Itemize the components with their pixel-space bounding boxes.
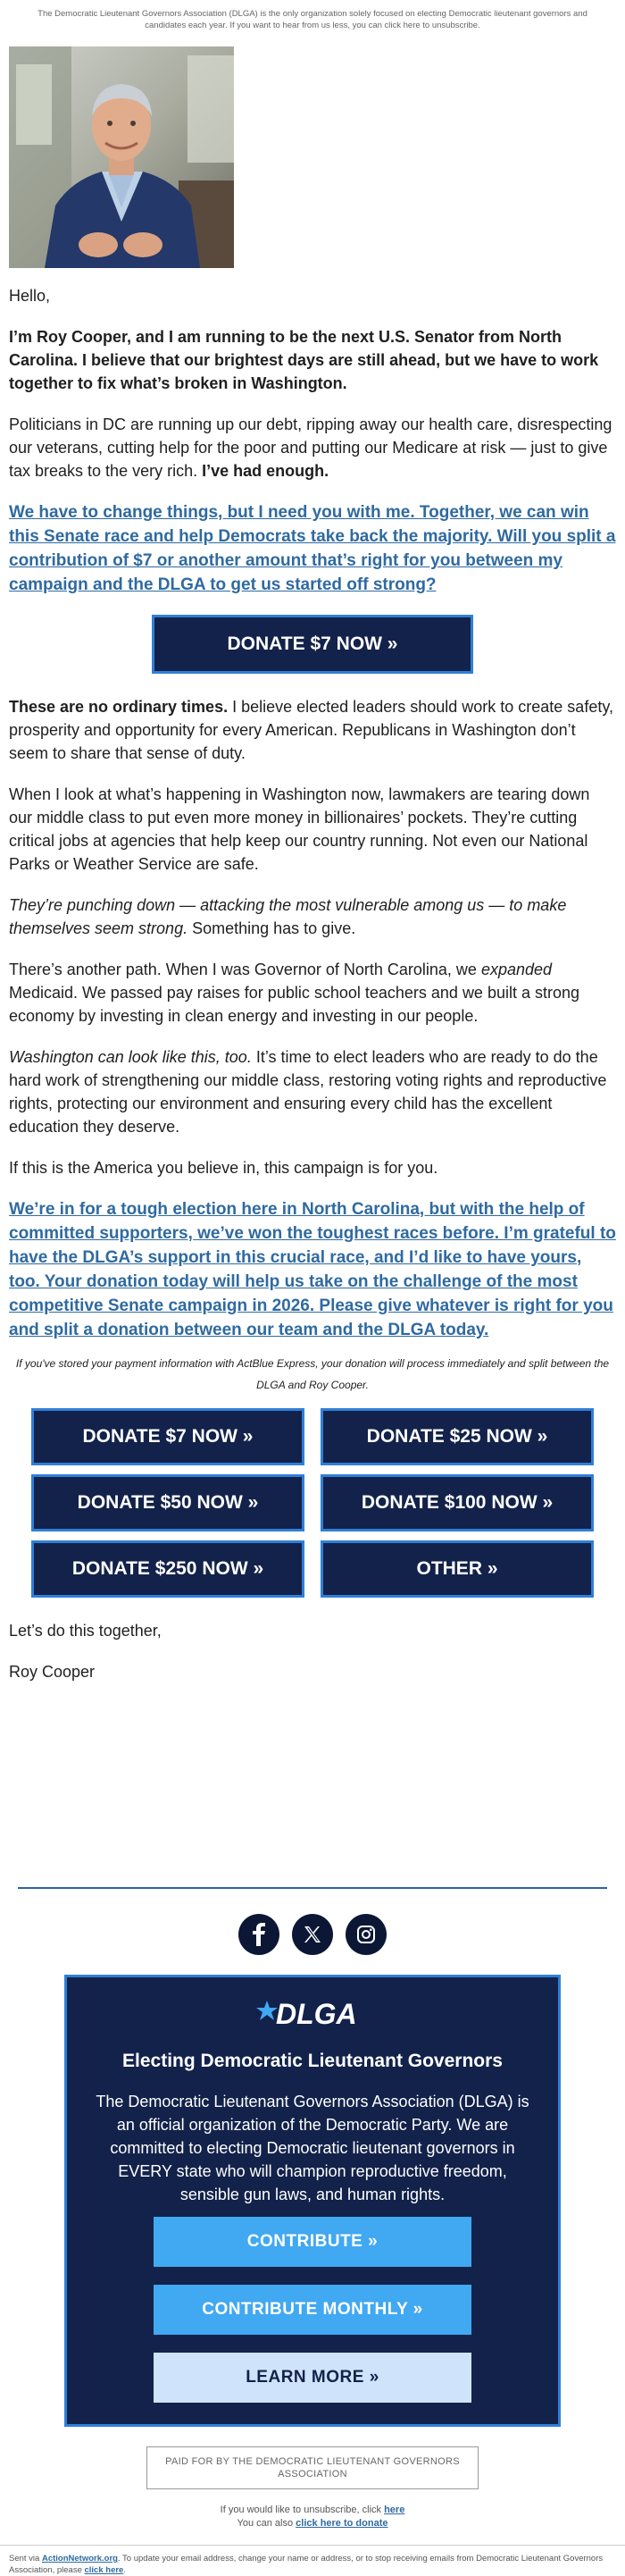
contribute-button[interactable]: CONTRIBUTE »: [154, 2217, 471, 2267]
italic-text: expanded: [480, 961, 553, 978]
donate-text: You can also: [237, 2518, 296, 2529]
donate-7-grid-button[interactable]: DONATE $7 NOW »: [31, 1408, 304, 1465]
social-links: [0, 1914, 625, 1957]
manage-subscription-link[interactable]: click here: [84, 2565, 124, 2575]
italic-text: Washington can look like this, too.: [9, 1048, 252, 1066]
dlga-description: The Democratic Lieutenant Governors Association (DLGA) is an official organization of the Democratic Party. We are committed to electing Democratic lieutenant governors in EVERY state who will champion reproductive freedom, sensible gun laws, and human rights.: [96, 2093, 529, 2203]
email-body: [9, 284, 616, 1701]
paragraph-another-path: [9, 958, 616, 1028]
preheader: [0, 0, 625, 39]
x-icon[interactable]: [292, 1914, 333, 1955]
paragraph-america: If this is the America you believe in, this campaign is for you.: [9, 1159, 438, 1177]
paragraph-punching-down: [9, 894, 616, 940]
unsubscribe-text: If you would like to unsubscribe, click: [220, 2505, 385, 2515]
donate-25-button[interactable]: DONATE $25 NOW »: [321, 1408, 594, 1465]
sent-via-notice: [0, 2546, 625, 2576]
greeting: Hello,: [9, 287, 51, 305]
actionnetwork-link[interactable]: ActionNetwork.org: [41, 2554, 118, 2563]
learn-more-button[interactable]: LEARN MORE »: [154, 2353, 471, 2403]
footer-divider: [18, 1887, 607, 1889]
donate-button-grid: [31, 1408, 594, 1598]
paragraph-text: Medicaid. We passed pay raises for public school teachers and we built a strong economy by investing in clean energy and investing in our people.: [9, 984, 580, 1025]
sent-text: . To update your email address, change your name or address, or to stop receiving emails from Democratic Lieutenant Governors Association, please: [9, 2554, 604, 2575]
unsubscribe-block: [0, 2504, 625, 2530]
donate-other-button[interactable]: OTHER »: [321, 1540, 594, 1598]
paid-for-disclaimer: PAID FOR BY THE DEMOCRATIC LIEUTENANT GOVERNORS ASSOCIATION: [146, 2446, 479, 2489]
candidate-photo: [9, 46, 234, 268]
dlga-info-box: [64, 1975, 561, 2427]
instagram-icon[interactable]: [346, 1914, 387, 1955]
paragraph-text: There’s another path. When I was Governor of North Carolina, we: [9, 961, 481, 978]
facebook-icon[interactable]: [238, 1914, 279, 1955]
intro-paragraph: I’m Roy Cooper, and I am running to be the next U.S. Senator from North Carolina. I believe that our brightest days are still ahead, but we have to work together to fix what’s broken in Washington.: [9, 328, 599, 392]
paragraph-text: It’s time to elect leaders who are ready to do the hard work of strengthening our middle class, restoring voting rights and reproductive rights, protecting our environment and ensuring every child has the excellent education they deserve.: [9, 1048, 607, 1136]
ask-link-2[interactable]: We’re in for a tough election here in North Carolina, but with the help of committed supporters, we’ve won the toughest races before. I’m grateful to have the DLGA’s support in this crucial race, and I’d like to have yours, too. Your donation today will help us take on the challenge of the most competitive Senate campaign in 2026. Please give whatever is right for you and split a donation between our team and the DLGA today.: [9, 1200, 616, 1339]
italic-text: They’re punching down — attacking the most vulnerable among us — to make themselves seem strong.: [9, 896, 567, 937]
contribute-monthly-button[interactable]: CONTRIBUTE MONTHLY »: [154, 2285, 471, 2335]
sent-text: Sent via: [9, 2554, 42, 2563]
preheader-link[interactable]: The Democratic Lieutenant Governors Association (DLGA) is the only organization solely focused on electing Democratic lieutenant governors and candidates each year. If you want to hear from us less, you can click here to unsubscribe.: [38, 9, 588, 30]
dlga-logo-text: DLGA: [276, 1998, 357, 2030]
unsubscribe-link[interactable]: here: [384, 2505, 405, 2515]
actblue-fine-print: If you've stored your payment information with ActBlue Express, your donation will process immediately and split between the DLGA and Roy Cooper.: [15, 1357, 610, 1391]
paragraph-text: I believe elected leaders should work to create safety, prosperity and opportunity for every American. Republicans in Washington don’t seem to share that sense of duty.: [9, 698, 613, 762]
paragraph-like-this: [9, 1045, 616, 1138]
emphasis-text: These are no ordinary times.: [9, 698, 229, 716]
paragraph-debt: [9, 413, 616, 482]
closing: Let’s do this together,: [9, 1622, 162, 1640]
footer: [0, 1887, 625, 2576]
paragraph-washington: When I look at what’s happening in Washington now, lawmakers are tearing down our middle class to put even more money in billionaires’ pockets. They’re cutting critical jobs at agencies that help keep our country running. Not even our National Parks or Weather Service are safe.: [9, 785, 590, 873]
donate-250-button[interactable]: DONATE $250 NOW »: [31, 1540, 304, 1598]
paragraph-ordinary-times: [9, 695, 616, 765]
paragraph-text: Something has to give.: [188, 919, 356, 937]
dlga-logo: [94, 1995, 531, 2031]
paragraph-text: Politicians in DC are running up our debt, ripping away our health care, disrespecting our veterans, cutting help for the poor and putting our Medicare at risk — just to give tax breaks to the very rich.: [9, 415, 612, 480]
emphasis-text: I’ve had enough.: [202, 462, 329, 480]
footer-donate-link[interactable]: click here to donate: [296, 2518, 388, 2529]
ask-link[interactable]: We have to change things, but I need you with me. Together, we can win this Senate race and help Democrats take back the majority. Will you split a contribution of $7 or another amount that’s right for you between my campaign and the DLGA to get us started off strong?: [9, 503, 616, 594]
donate-50-button[interactable]: DONATE $50 NOW »: [31, 1474, 304, 1531]
donate-7-button[interactable]: DONATE $7 NOW »: [152, 615, 473, 674]
signature: Roy Cooper: [9, 1663, 96, 1681]
donate-100-button[interactable]: DONATE $100 NOW »: [321, 1474, 594, 1531]
sent-text: .: [123, 2565, 126, 2575]
dlga-title: Electing Democratic Lieutenant Governors: [122, 2051, 503, 2071]
